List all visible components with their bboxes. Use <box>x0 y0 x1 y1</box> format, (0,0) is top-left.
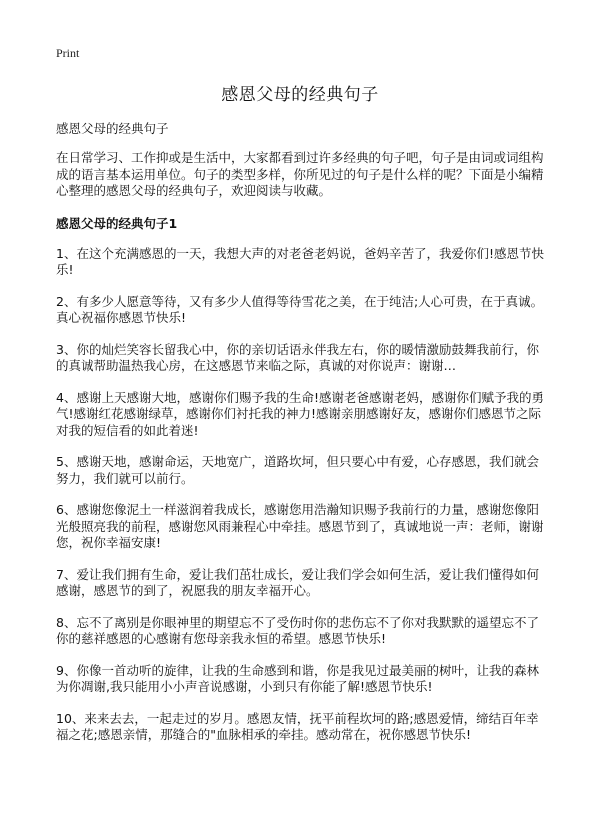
list-item: 4、感谢上天感谢大地，感谢你们赐予我的生命!感谢老爸感谢老妈，感谢你们赋予我的勇气!感谢红花感谢绿草，感谢你们衬托我的神力!感谢亲朋感谢好友，感谢你们感恩节之际对我的短信看的如此着迷! <box>56 389 544 438</box>
section-heading: 感恩父母的经典句子1 <box>56 215 178 231</box>
list-item: 3、你的灿烂笑容长留我心中，你的亲切话语永伴我左右，你的暖情激励鼓舞我前行，你的真诚帮助温热我心房，在这感恩节来临之际，真诚的对你说声：谢谢… <box>56 341 539 373</box>
article-subtitle: 感恩父母的经典句子 <box>56 121 169 136</box>
list-item: 6、感谢您像泥土一样滋润着我成长，感谢您用浩瀚知识赐予我前行的力量，感谢您像阳光般照亮我的前程，感谢您风雨兼程心中牵挂。感恩节到了，真诚地说一声：老师，谢谢您，祝你幸福安康! <box>56 502 544 550</box>
intro-paragraph: 在日常学习、工作抑或是生活中，大家都看到过许多经典的句子吧，句子是由词或词组构成的语言基本运用单位。句子的类型多样，你所见过的句子是什么样的呢？下面是小编精心整理的感恩父母的经典句子，欢迎阅读与收藏。 <box>56 150 544 198</box>
list-item: 7、爱让我们拥有生命，爱让我们茁壮成长，爱让我们学会如何生活，爱让我们懂得如何感谢，感恩节的到了，祝愿我的朋友幸福开心。 <box>56 566 539 598</box>
list-item: 1、在这个充满感恩的一天，我想大声的对老爸老妈说，爸妈辛苦了，我爱你们!感恩节快乐! <box>56 245 544 277</box>
article-body <box>56 121 548 759</box>
list-item: 5、感谢天地，感谢命运，天地宽广，道路坎坷，但只要心中有爱，心存感恩，我们就会努力，我们就可以前行。 <box>56 454 539 486</box>
list-item: 9、你像一首动听的旋律，让我的生命感到和谐，你是我见过最美丽的树叶，让我的森林为你凋谢,我只能用小小声音说感谢，小到只有你能了解!感恩节快乐! <box>56 662 539 694</box>
list-item: 8、忘不了离别是你眼神里的期望忘不了受伤时你的悲伤忘不了你对我默默的遥望忘不了你的慈祥感恩的心感谢有您母亲我永恒的希望。感恩节快乐! <box>56 614 539 646</box>
print-link[interactable]: Print <box>56 46 80 60</box>
page-title: 感恩父母的经典句子 <box>221 85 379 105</box>
list-item: 2、有多少人愿意等待，又有多少人值得等待雪花之美，在于纯洁;人心可贵，在于真诚。真心祝福你感恩节快乐! <box>56 293 544 325</box>
list-item: 10、来来去去，一起走过的岁月。感恩友情，抚平前程坎坷的路;感恩爱情，缔结百年幸福之花;感恩亲情，那缝合的"血脉相承的牵挂。感动常在，祝你感恩节快乐! <box>56 710 539 742</box>
